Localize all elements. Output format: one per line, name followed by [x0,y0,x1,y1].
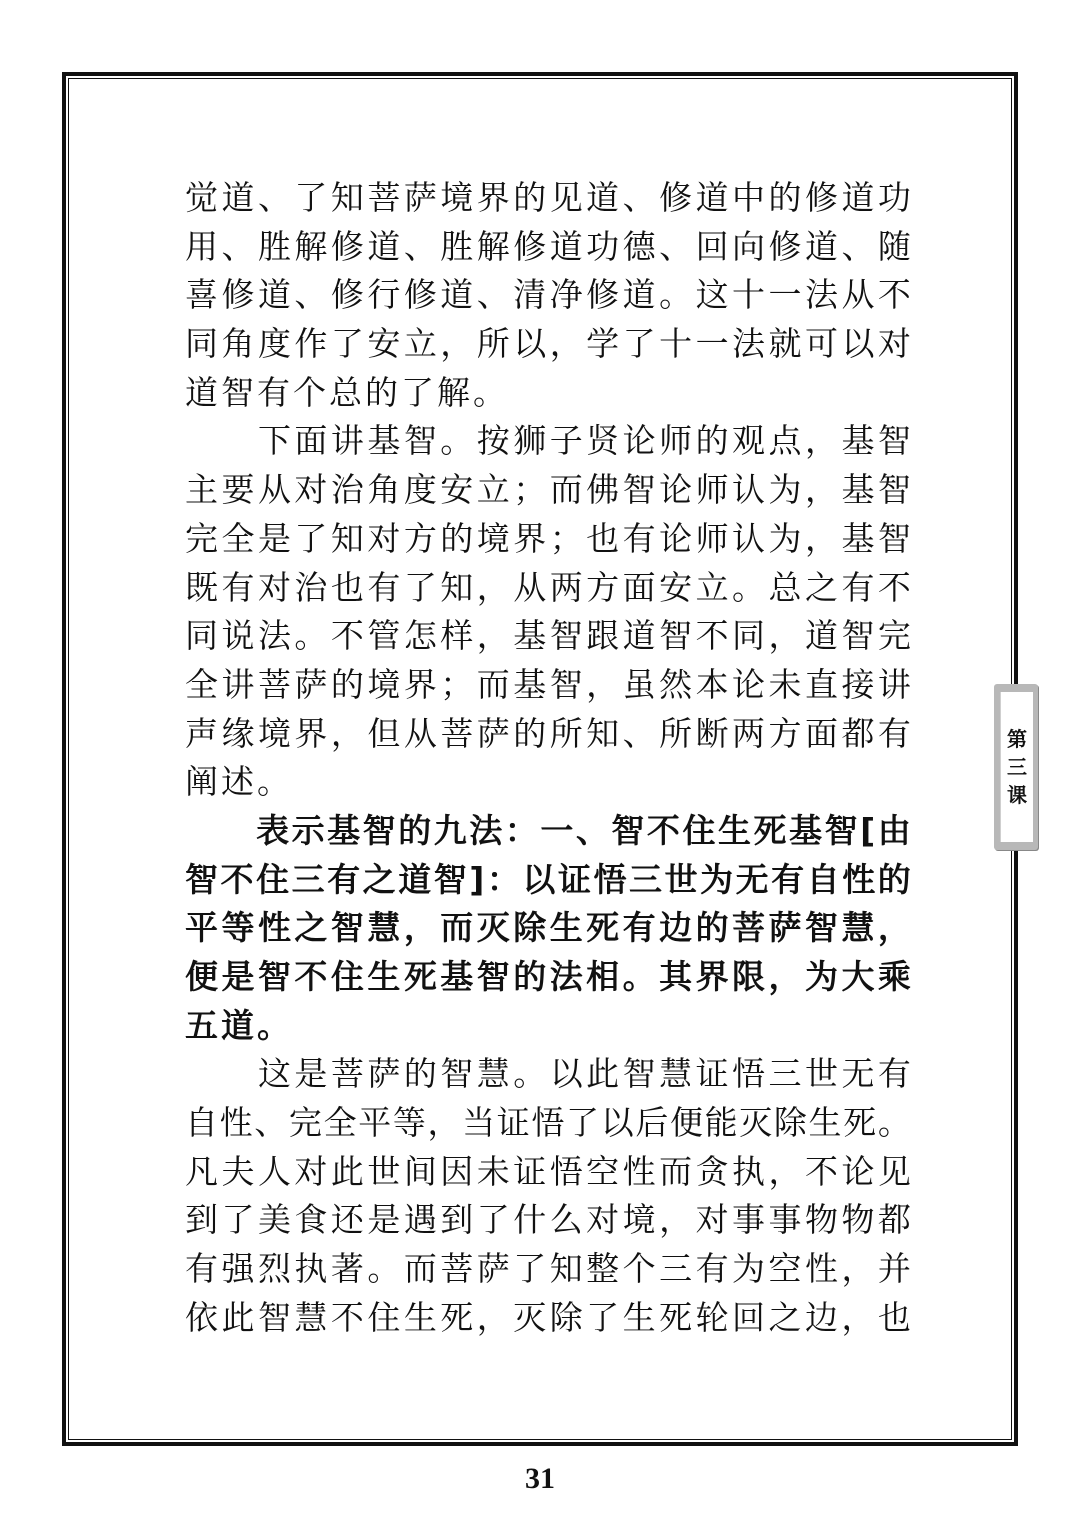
chapter-tab-char: 三 [1007,755,1027,779]
text-line: 依 此 智 慧 不 住 生 死 ， 灭 除 了 生 死 轮 回 之 边 ， 也 [185,1297,911,1337]
text-line: 凡 夫 人 对 此 世 间 因 未 证 悟 空 性 而 贪 执 ， 不 论 见 [185,1151,911,1191]
text-line: 表 示 基 智 的 九 法 ： 一 、 智 不 住 生 死 基 智 [ 由 [256,810,911,850]
text-line: 自 性 、 完 全 平 等 ， 当 证 悟 了 以 后 便 能 灭 除 生 死 。 [185,1103,911,1143]
text-line: 声 缘 境 界 ， 但 从 菩 萨 的 所 知 、 所 断 两 方 面 都 有 [185,713,911,753]
text-line: 五道。 [185,1005,293,1045]
text-line: 主 要 从 对 治 角 度 安 立 ； 而 佛 智 论 师 认 为 ， 基 智 [185,470,911,510]
chapter-side-tab [994,684,1038,850]
text-line: 有 强 烈 执 著 。 而 菩 萨 了 知 整 个 三 有 为 空 性 ， 并 [185,1249,911,1289]
text-line: 这 是 菩 萨 的 智 慧 。 以 此 智 慧 证 悟 三 世 无 有 [257,1054,911,1094]
text-line: 既 有 对 治 也 有 了 知 ， 从 两 方 面 安 立 。 总 之 有 不 [185,567,911,607]
text-line: 阐述。 [185,762,293,802]
text-line: 道智有个总的了解。 [185,372,509,412]
page-number: 31 [525,1462,555,1495]
text-line: 同 角 度 作 了 安 立 ， 所 以 ， 学 了 十 一 法 就 可 以 对 [185,324,911,364]
text-line: 同 说 法 。 不 管 怎 样 ， 基 智 跟 道 智 不 同 ， 道 智 完 [185,616,911,656]
text-line: 觉 道 、 了 知 菩 萨 境 界 的 见 道 、 修 道 中 的 修 道 功 [185,178,911,217]
body-text [185,174,911,1343]
text-line: 下 面 讲 基 智 。 按 狮 子 贤 论 师 的 观 点 ， 基 智 [257,421,911,461]
chapter-tab-char: 课 [1007,783,1027,807]
text-line: 喜 修 道 、 修 行 修 道 、 清 净 修 道 。 这 十 一 法 从 不 [185,275,911,315]
text-line: 到 了 美 食 还 是 遇 到 了 什 么 对 境 ， 对 事 事 物 物 都 [185,1200,911,1240]
text-line: 用 、 胜 解 修 道 、 胜 解 修 道 功 德 、 回 向 修 道 、 随 [185,226,911,266]
text-line: 平 等 性 之 智 慧 ， 而 灭 除 生 死 有 边 的 菩 萨 智 慧 ， [185,908,911,948]
chapter-side-tab-label [1000,692,1033,842]
chapter-tab-char: 第 [1007,727,1027,751]
text-line: 完 全 是 了 知 对 方 的 境 界 ； 也 有 论 师 认 为 ， 基 智 [185,518,911,558]
text-line: 智 不 住 三 有 之 道 智 ] ： 以 证 悟 三 世 为 无 有 自 性 的 [185,859,911,899]
text-line: 便 是 智 不 住 生 死 基 智 的 法 相 。 其 界 限 ， 为 大 乘 [185,957,911,996]
text-line: 全 讲 菩 萨 的 境 界 ； 而 基 智 ， 虽 然 本 论 未 直 接 讲 [185,664,911,704]
